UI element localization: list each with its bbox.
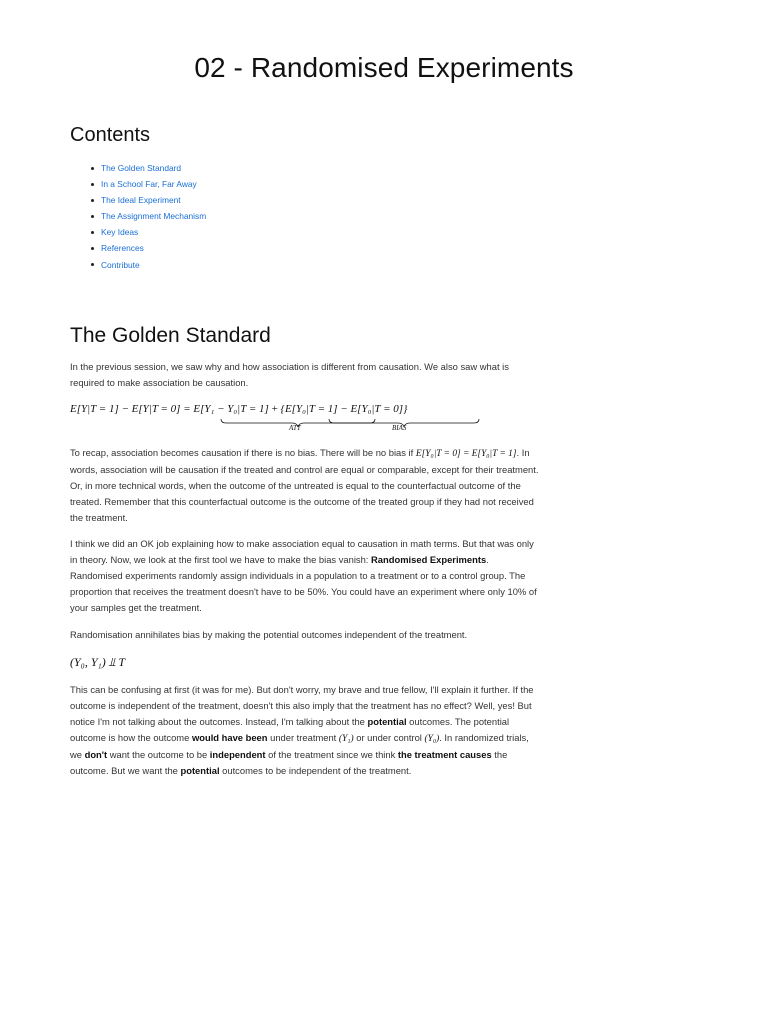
equation-lhs: E[Y|T = 1] − E[Y|T = 0] =	[70, 403, 191, 415]
att-label: ATT	[289, 424, 301, 432]
recap-text-b: . In words, association will be causation if the treated and control are equal or comparable, except for their treatment. Or, in more technical words, when the outcome of the untreated is equal to the counterfactual outcome of the treated. Remember that this counterfactual outcome is the outcome of the treated group if they had not received the treatment.	[70, 447, 539, 523]
toc-item	[88, 208, 206, 224]
section-heading: The Golden Standard	[70, 324, 271, 347]
toc-item	[88, 224, 206, 240]
po-bold-potential-2: potential	[180, 765, 220, 776]
toc-item	[88, 176, 206, 192]
randomised-text-a: I think we did an OK job explaining how to make association equal to causation in math terms. But that was only in theory. Now, we look at the first tool we have to make the bias vanish:	[70, 538, 534, 565]
page-title: 02 - Randomised Experiments	[194, 52, 574, 83]
toc-link-school-far-away[interactable]: In a School Far, Far Away	[101, 179, 197, 190]
po-text-5: . In randomized trials, we	[70, 732, 529, 760]
paragraph-randomised	[70, 536, 540, 616]
bias-label: BIAS	[392, 424, 407, 432]
toc-link-golden-standard[interactable]: The Golden Standard	[101, 163, 182, 173]
equation-plus: +	[271, 403, 278, 415]
po-bold-dont: don't	[84, 749, 108, 760]
toc-item	[88, 160, 206, 176]
po-text-8: the outcome. But we want the	[70, 749, 508, 776]
po-text-1: This can be confusing at first (it was for me). But don't worry, my brave and true fellow, I'll explain it further. If the outcome is independent of the treatment, doesn't this also imply that the treatment has no effect? Well, yes! But notice I'm not talking about the outcomes. Instead, I'm talking about the	[70, 684, 534, 727]
po-math-y1: (Y₁)	[338, 734, 354, 744]
po-text-3: under treatment	[267, 732, 339, 743]
independence-expression: (Y₀, Y₁) ⫫ T	[70, 655, 126, 669]
randomised-experiments-bold: Randomised Experiments	[371, 554, 487, 565]
po-math-y0: (Y₀)	[424, 734, 440, 744]
po-bold-independent: independent	[209, 749, 266, 760]
paragraph-potential-outcomes	[70, 682, 540, 779]
po-text-2: outcomes. The potential outcome is how the outcome	[70, 716, 510, 743]
toc-item	[88, 192, 206, 208]
toc-link-references[interactable]: References	[101, 243, 144, 254]
paragraph-intro: In the previous session, we saw why and how association is different from causation. We also saw what is required to make association be causation.	[70, 361, 509, 388]
contents-heading: Contents	[70, 124, 151, 146]
equation-independence	[70, 655, 125, 670]
toc-item	[88, 240, 206, 256]
po-text-9: outcomes to be independent of the treatment.	[219, 765, 412, 776]
table-of-contents	[88, 160, 206, 273]
po-bold-would-have-been: would have been	[191, 732, 268, 743]
no-bias-condition: E[Y₀|T = 0] = E[Y₀|T = 1]	[415, 449, 517, 459]
po-text-4: or under control	[353, 732, 425, 743]
paragraph-annihilates: Randomisation annihilates bias by making the potential outcomes independent of the treatment.	[70, 629, 468, 640]
equation-bias-term: {E[Y₀|T = 1] − E[Y₀|T = 0]}	[280, 403, 408, 415]
equation-att-term: E[Y₁ − Y₀|T = 1]	[193, 403, 269, 415]
equation-bias-decomposition	[70, 403, 407, 415]
po-text-7: of the treatment since we think	[265, 749, 398, 760]
randomised-text-b: . Randomised experiments randomly assign individuals in a population to a treatment or to a control group. The proportion that receives the treatment doesn't have to be 50%. You could have an experiment where only 10% of your samples get the treatment.	[70, 554, 537, 613]
po-bold-treatment-causes: the treatment causes	[397, 749, 492, 760]
toc-link-key-ideas[interactable]: Key Ideas	[101, 227, 139, 238]
toc-item	[88, 257, 206, 273]
po-bold-potential: potential	[367, 716, 407, 727]
toc-link-assignment-mechanism[interactable]: The Assignment Mechanism	[101, 211, 207, 222]
recap-text-a: To recap, association becomes causation if there is no bias. There will be no bias if	[70, 447, 414, 458]
toc-link-contribute[interactable]: Contribute	[101, 259, 140, 270]
paragraph-recap	[70, 445, 540, 526]
po-text-6: want the outcome to be	[107, 749, 210, 760]
toc-link-ideal-experiment[interactable]: The Ideal Experiment	[101, 195, 181, 206]
